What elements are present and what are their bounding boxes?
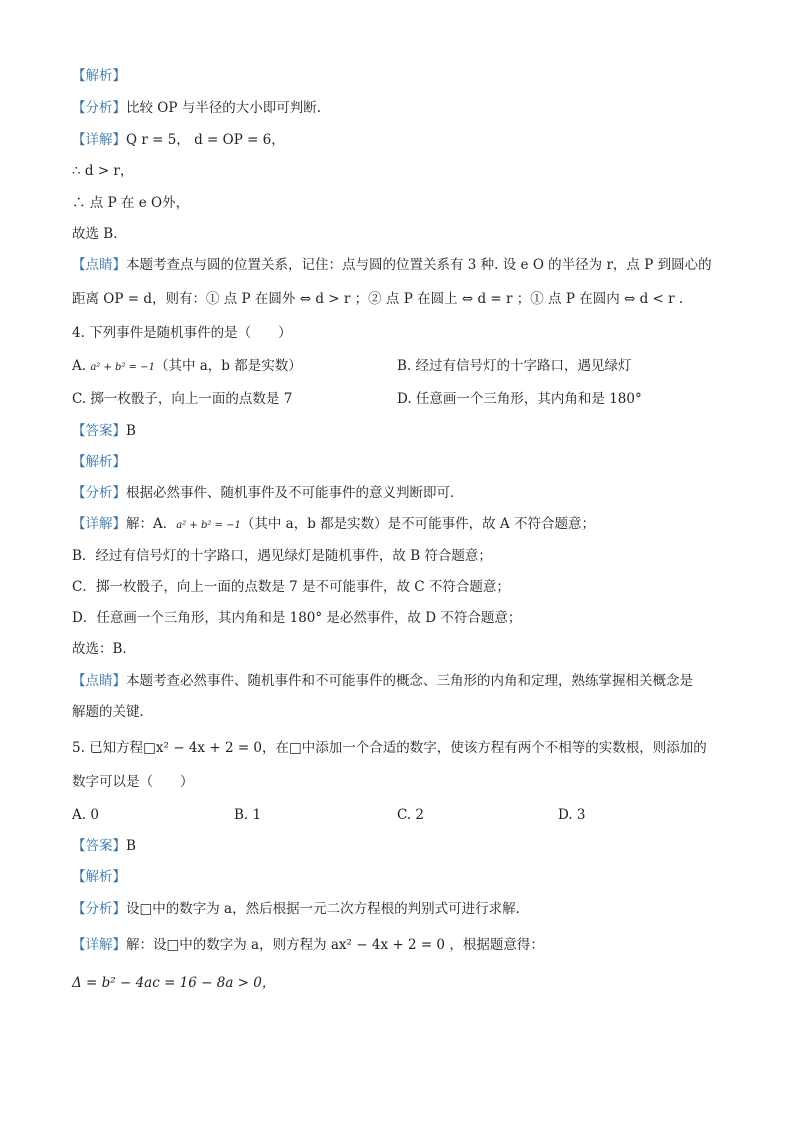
text-line: ∴ 点 P 在 e O外，: [72, 195, 190, 211]
q5-option-d: D. 3: [558, 807, 586, 823]
text-line: 解题的关键．: [72, 704, 153, 720]
q4-option-b: B. 经过有信号灯的十字路口，遇见绿灯: [397, 358, 632, 374]
text-line: C．掷一枚骰子，向上一面的点数是 7 是不可能事件，故 C 不符合题意；: [72, 579, 510, 595]
dianjing-line-1: 【点睛】本题考查点与圆的位置关系，记住：点与圆的位置关系有 3 种. 设 e O 的半径为 r，点 P 到圆心的: [72, 257, 712, 273]
text-line: 故选：B．: [72, 641, 136, 657]
question-4-stem: 4. 下列事件是随机事件的是（ ）: [72, 325, 292, 341]
dianjing-line-2: 【点睛】本题考查必然事件、随机事件和不可能事件的概念、三角形的内角和定理，熟练掌握相关概念是: [72, 673, 693, 689]
text-line: D．任意画一个三角形，其内角和是 180° 是必然事件，故 D 不符合题意；: [72, 610, 522, 626]
q4-option-d: D. 任意画一个三角形，其内角和是 180°: [397, 391, 642, 407]
delta-equation: Δ = b² − 4ac = 16 − 8a > 0，: [72, 975, 276, 991]
question-5-stem-cont: 数字可以是（ ）: [72, 774, 194, 790]
text-line: ∴ d > r，: [72, 163, 134, 179]
answer-line-4: 【答案】B: [72, 423, 136, 439]
jiexi-heading-3: 【解析】: [72, 869, 126, 885]
xiangjie-line-1: 【详解】Q r = 5， d = OP = 6，: [72, 132, 285, 148]
text-line: 距离 OP = d，则有：① 点 P 在圆外 ⇔ d > r ；② 点 P 在圆上 ⇔ d = r ；① 点 P 在圆内 ⇔ d < r .: [72, 291, 684, 307]
q4-option-c: C. 掷一枚骰子，向上一面的点数是 7: [72, 391, 293, 407]
jiexi-heading-2: 【解析】: [72, 454, 126, 470]
text-line: B．经过有信号灯的十字路口，遇见绿灯是随机事件，故 B 符合题意；: [72, 548, 492, 564]
q5-option-c: C. 2: [397, 807, 425, 823]
fenxi-line-1: 【分析】比较 OP 与半径的大小即可判断.: [72, 100, 322, 116]
answer-line-5: 【答案】B: [72, 838, 136, 854]
q5-option-a: A. 0: [72, 807, 99, 823]
q5-option-b: B. 1: [234, 807, 262, 823]
q4-option-a: A. a² + b² = −1（其中 a，b 都是实数）: [72, 358, 302, 374]
xiangjie-line-2: 【详解】解：A．a² + b² = −1（其中 a，b 都是实数）是不可能事件，故 A 不符合题意；: [72, 516, 595, 532]
text-line: 故选 B．: [72, 226, 127, 242]
fenxi-line-3: 【分析】设□中的数字为 a，然后根据一元二次方程根的判别式可进行求解．: [72, 901, 530, 917]
fenxi-line-2: 【分析】根据必然事件、随机事件及不可能事件的意义判断即可．: [72, 485, 464, 501]
jiexi-heading-1: 【解析】: [72, 68, 126, 84]
xiangjie-line-3: 【详解】解：设□中的数字为 a，则方程为 ax² − 4x + 2 = 0 ，根据题意得：: [72, 937, 544, 953]
question-5-stem: 5. 已知方程□x² − 4x + 2 = 0，在□中添加一个合适的数字，使该方程有两个不相等的实数根，则添加的: [72, 740, 707, 756]
